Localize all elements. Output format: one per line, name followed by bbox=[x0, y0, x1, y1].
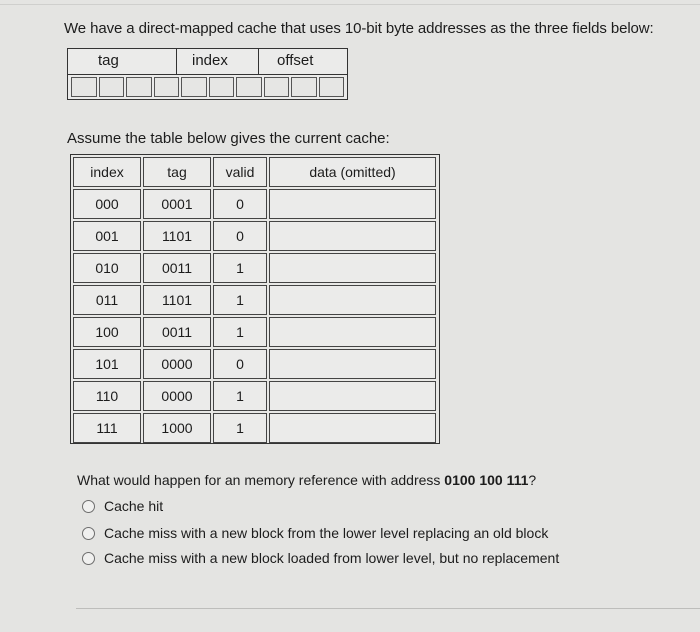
row-tag-value: 1101 bbox=[161, 292, 193, 308]
row-index-cell bbox=[73, 253, 141, 283]
address-bit-box bbox=[291, 77, 317, 97]
radio-button[interactable] bbox=[82, 527, 95, 540]
row-valid-value: 1 bbox=[236, 292, 244, 308]
header-index: index bbox=[90, 164, 124, 180]
row-valid-value: 1 bbox=[236, 324, 244, 340]
bottom-divider bbox=[76, 608, 700, 609]
row-valid-cell bbox=[213, 381, 267, 411]
row-tag-cell bbox=[143, 221, 211, 251]
row-data-cell bbox=[269, 413, 436, 443]
row-index-cell bbox=[73, 317, 141, 347]
row-tag-cell bbox=[143, 317, 211, 347]
row-tag-value: 1101 bbox=[161, 228, 193, 244]
row-valid-cell bbox=[213, 221, 267, 251]
row-data-cell bbox=[269, 381, 436, 411]
row-tag-value: 0001 bbox=[161, 196, 193, 212]
row-data-cell bbox=[269, 221, 436, 251]
row-index-cell bbox=[73, 189, 141, 219]
address-bit-box bbox=[236, 77, 262, 97]
question-text bbox=[77, 472, 536, 488]
header-cell-valid bbox=[213, 157, 267, 187]
address-fields-diagram bbox=[67, 48, 348, 100]
assume-text: Assume the table below gives the current cache: bbox=[67, 130, 390, 147]
field-divider bbox=[258, 49, 259, 74]
row-tag-value: 0000 bbox=[161, 356, 193, 372]
header-data: data (omitted) bbox=[309, 164, 396, 180]
header-cell-data bbox=[269, 157, 436, 187]
address-bit-box bbox=[319, 77, 345, 97]
row-valid-value: 0 bbox=[236, 228, 244, 244]
row-tag-cell bbox=[143, 285, 211, 315]
field-tag-label: tag bbox=[98, 52, 119, 69]
row-data-cell bbox=[269, 349, 436, 379]
option-label: Cache miss with a new block from the lower level replacing an old block bbox=[104, 525, 549, 541]
row-index-value: 000 bbox=[95, 196, 119, 212]
option-label: Cache hit bbox=[104, 498, 164, 514]
row-index-value: 011 bbox=[95, 292, 119, 308]
option-miss-no-replace[interactable] bbox=[82, 550, 559, 566]
address-bit-box bbox=[126, 77, 152, 97]
row-index-value: 110 bbox=[95, 388, 119, 404]
top-divider bbox=[0, 4, 700, 5]
row-index-value: 100 bbox=[95, 324, 119, 340]
row-index-value: 001 bbox=[95, 228, 119, 244]
row-data-cell bbox=[269, 189, 436, 219]
row-data-cell bbox=[269, 317, 436, 347]
row-valid-cell bbox=[213, 253, 267, 283]
header-cell-tag bbox=[143, 157, 211, 187]
header-cell-index bbox=[73, 157, 141, 187]
field-offset-label: offset bbox=[277, 52, 314, 69]
row-tag-value: 0011 bbox=[161, 324, 193, 340]
row-valid-value: 1 bbox=[236, 420, 244, 436]
row-tag-value: 0000 bbox=[161, 388, 193, 404]
row-index-value: 010 bbox=[95, 260, 119, 276]
row-index-value: 111 bbox=[96, 420, 118, 436]
address-bit-box bbox=[181, 77, 207, 97]
address-bit-box bbox=[264, 77, 290, 97]
question-address: 0100 100 111 bbox=[444, 472, 529, 488]
row-valid-cell bbox=[213, 317, 267, 347]
address-bit-box bbox=[209, 77, 235, 97]
radio-button[interactable] bbox=[82, 552, 95, 565]
header-tag: tag bbox=[167, 164, 187, 180]
row-data-cell bbox=[269, 285, 436, 315]
cache-table bbox=[70, 154, 440, 444]
row-index-cell bbox=[73, 285, 141, 315]
address-bit-box bbox=[154, 77, 180, 97]
row-index-cell bbox=[73, 413, 141, 443]
radio-button[interactable] bbox=[82, 500, 95, 513]
row-tag-cell bbox=[143, 413, 211, 443]
question-prefix: What would happen for an memory reference with address bbox=[77, 472, 445, 488]
row-index-value: 101 bbox=[95, 356, 119, 372]
row-tag-value: 0011 bbox=[161, 260, 193, 276]
question-suffix: ? bbox=[528, 472, 537, 488]
row-valid-value: 1 bbox=[236, 388, 244, 404]
option-miss-replace[interactable] bbox=[82, 525, 548, 541]
row-tag-cell bbox=[143, 349, 211, 379]
row-data-cell bbox=[269, 253, 436, 283]
row-valid-value: 1 bbox=[236, 260, 244, 276]
row-valid-cell bbox=[213, 189, 267, 219]
row-valid-value: 0 bbox=[236, 356, 244, 372]
field-divider bbox=[176, 49, 177, 74]
option-label: Cache miss with a new block loaded from lower level, but no replacement bbox=[104, 550, 560, 566]
intro-text: We have a direct-mapped cache that uses 10-bit byte addresses as the three fields below: bbox=[64, 20, 654, 37]
row-valid-cell bbox=[213, 285, 267, 315]
address-bit-box bbox=[71, 77, 97, 97]
address-bit-box bbox=[99, 77, 125, 97]
row-index-cell bbox=[73, 221, 141, 251]
row-valid-cell bbox=[213, 349, 267, 379]
address-bit-row bbox=[68, 74, 347, 99]
header-valid: valid bbox=[225, 164, 255, 180]
row-tag-cell bbox=[143, 253, 211, 283]
field-index-label: index bbox=[192, 52, 228, 69]
row-tag-cell bbox=[143, 189, 211, 219]
row-index-cell bbox=[73, 381, 141, 411]
row-valid-value: 0 bbox=[236, 196, 244, 212]
row-tag-cell bbox=[143, 381, 211, 411]
row-index-cell bbox=[73, 349, 141, 379]
option-cache-hit[interactable] bbox=[82, 498, 163, 514]
row-valid-cell bbox=[213, 413, 267, 443]
row-tag-value: 1000 bbox=[161, 420, 193, 436]
